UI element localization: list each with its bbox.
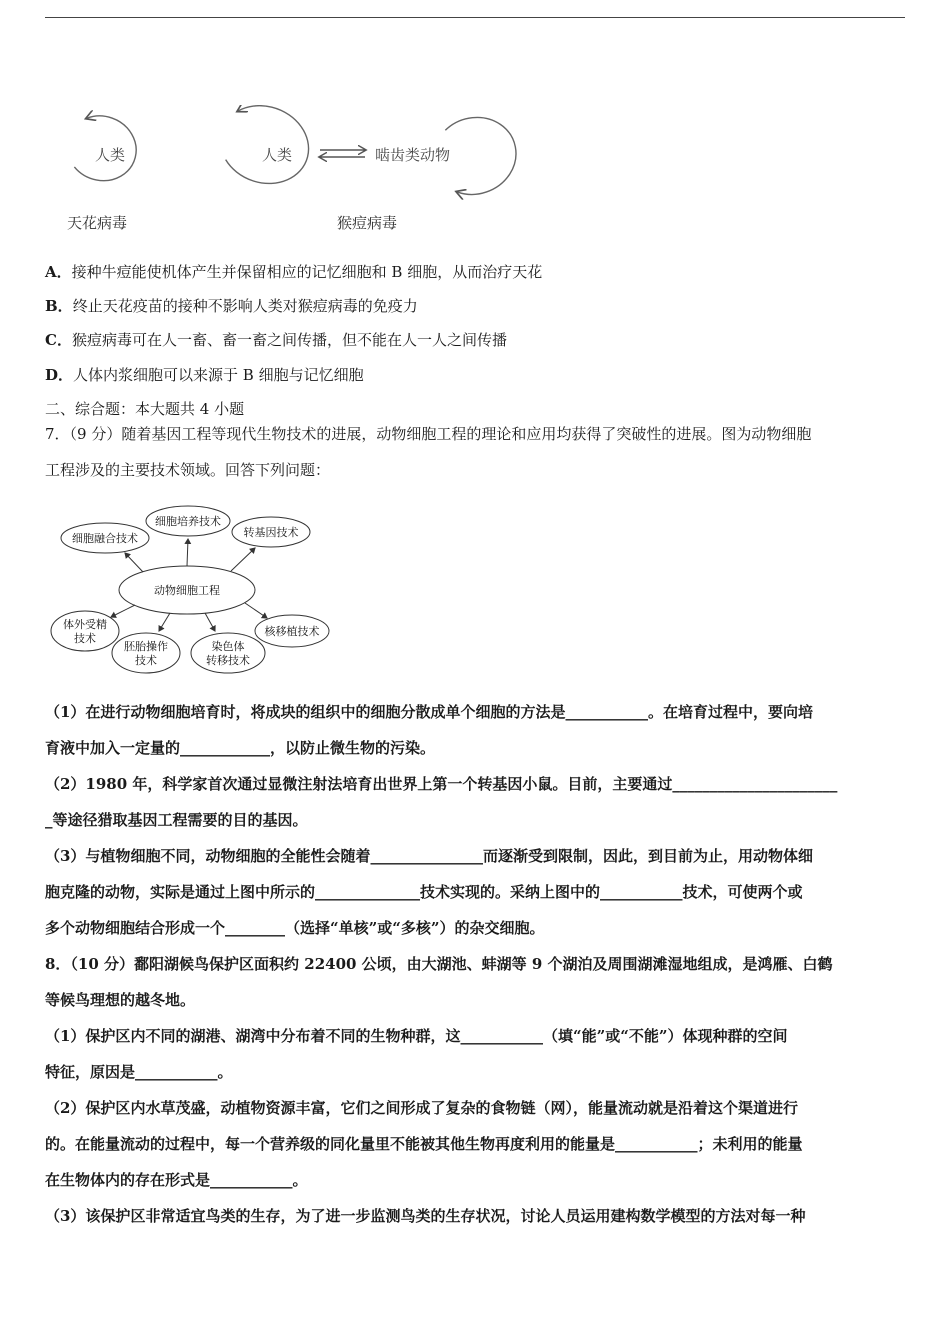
- node-chromosome: [191, 633, 265, 673]
- node-ivf: [51, 611, 119, 651]
- q8-stem-line2: 等候鸟理想的越冬地。: [45, 991, 196, 1009]
- q7-part1-line2: 育液中加入一定量的____________，以防止微生物的污染。: [45, 739, 436, 757]
- q8-part2-line1: （2）保护区内水草茂盛，动植物资源丰富，它们之间形成了复杂的食物链（网），能量流动就是沿着这个渠道进行: [45, 1099, 798, 1117]
- q7-part3-line2: 胞克隆的动物，实际是通过上图中所示的______________技术实现的。采纳上图中的___________技术，可使两个或: [45, 883, 803, 901]
- option-d: D．人体内浆细胞可以来源于 B 细胞与记忆细胞: [45, 366, 364, 384]
- chromosome-label-1: 染色体: [211, 640, 245, 653]
- option-b: B．终止天花疫苗的接种不影响人类对猴痘病毒的免疫力: [45, 297, 418, 315]
- ivf-label-1: 体外受精: [63, 618, 107, 631]
- virus-transmission-figure: [45, 105, 545, 245]
- chromosome-label-2: 转移技术: [206, 654, 250, 667]
- section-heading: 二、综合题：本大题共 4 小题: [45, 400, 245, 418]
- smallpox-virus-caption: 天花病毒: [67, 214, 128, 232]
- rodent-label: 啮齿类动物: [375, 146, 451, 164]
- human-label-left: 人类: [95, 146, 126, 164]
- node-embryo: [112, 633, 180, 673]
- embryo-label-1: 胚胎操作: [124, 640, 168, 653]
- monkeypox-virus-caption: 猴痘病毒: [337, 214, 398, 232]
- transgenic-label: 转基因技术: [243, 526, 299, 539]
- nuclear-transfer-label: 核移植技术: [264, 625, 320, 638]
- option-a: A．接种牛痘能使机体产生并保留相应的记忆细胞和 B 细胞，从而治疗天花: [45, 263, 543, 281]
- q7-part2-line2: _等途径猎取基因工程需要的目的基因。: [45, 811, 308, 829]
- cell-fusion-label: 细胞融合技术: [72, 532, 138, 545]
- q8-part1-line1: （1）保护区内不同的湖港、湖湾中分布着不同的生物种群，这___________（填“能”或“不能”）体现种群的空间: [45, 1027, 788, 1045]
- q8-stem-line1: 8．（10 分）鄱阳湖候鸟保护区面积约 22400 公顷，由大湖池、蚌湖等 9 个湖泊及周围湖滩湿地组成，是鸿雁、白鹤: [45, 955, 833, 973]
- embryo-label-2: 技术: [135, 654, 157, 667]
- q7-stem-line2: 工程涉及的主要技术领域。回答下列问题：: [45, 461, 331, 479]
- animal-cell-engineering-diagram: [45, 495, 345, 680]
- q8-part2-line3: 在生物体内的存在形式是___________。: [45, 1171, 308, 1189]
- cell-culture-label: 细胞培养技术: [155, 515, 221, 528]
- q7-part1-line1: （1）在进行动物细胞培育时，将成块的组织中的细胞分散成单个细胞的方法是___________。在培育过程中，要向培: [45, 703, 813, 721]
- q7-stem-line1: 7．（9 分）随着基因工程等现代生物技术的进展，动物细胞工程的理论和应用均获得了突破性的进展。图为动物细胞: [45, 425, 812, 443]
- q8-part3-line1: （3）该保护区非常适宜鸟类的生存，为了进一步监测鸟类的生存状况，讨论人员运用建构数学模型的方法对每一种: [45, 1207, 806, 1225]
- q8-part2-line2: 的。在能量流动的过程中，每一个营养级的同化量里不能被其他生物再度利用的能量是___________；未利用的能量: [45, 1135, 803, 1153]
- q7-part3-line1: （3）与植物细胞不同，动物细胞的全能性会随着_______________而逐渐受到限制，因此，到目前为止，用动物体细: [45, 847, 813, 865]
- ivf-label-2: 技术: [74, 632, 96, 645]
- human-label-middle: 人类: [262, 146, 293, 164]
- q7-part3-line3: 多个动物细胞结合形成一个________（选择“单核”或“多核”）的杂交细胞。: [45, 919, 545, 937]
- q7-part2-line1: （2）1980 年，科学家首次通过显微注射法培育出世界上第一个转基因小鼠。目前，主要通过______________________: [45, 775, 838, 793]
- option-c: C．猴痘病毒可在人一畜、畜一畜之间传播，但不能在人一人之间传播: [45, 331, 507, 349]
- center-label: 动物细胞工程: [154, 584, 220, 597]
- header-rule: [45, 17, 905, 18]
- q8-part1-line2: 特征，原因是___________。: [45, 1063, 233, 1081]
